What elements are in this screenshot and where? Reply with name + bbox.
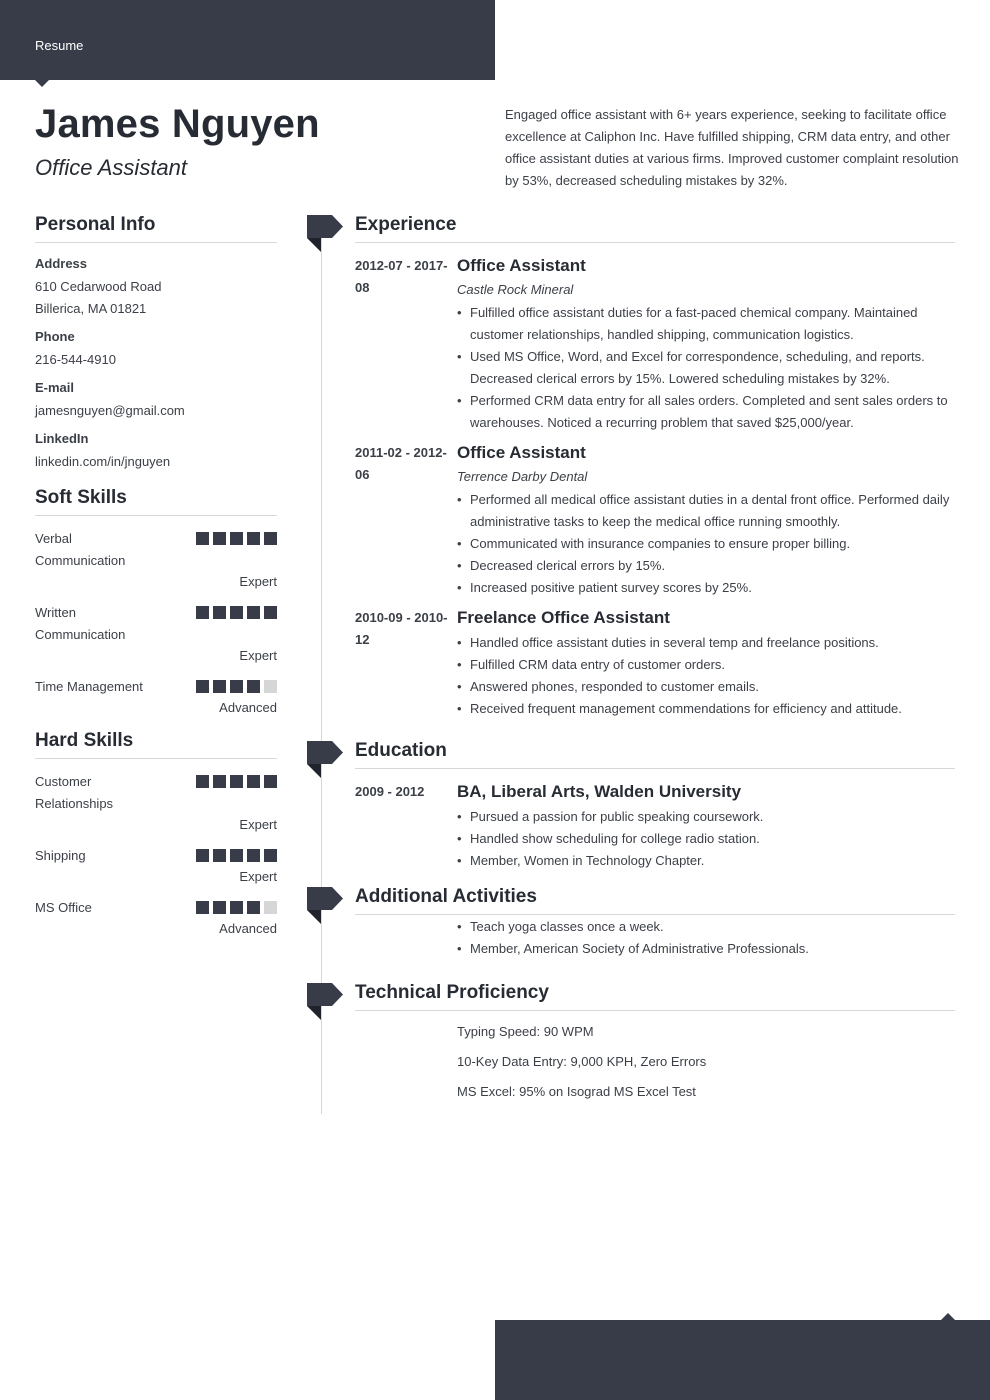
section-title: Additional Activities [355,886,955,915]
entry-company: Castle Rock Mineral [457,282,574,297]
address-line-1: 610 Cedarwood Road [35,279,162,294]
bullet-item: • Fulfilled CRM data entry of customer orders. [457,654,955,676]
skill-rating-bar [196,849,277,862]
activities-section [355,886,955,960]
skill-name: Shipping [35,848,86,863]
skill-level: Advanced [219,700,277,715]
skill-name: Time Management [35,679,143,694]
section-title: Personal Info [35,214,277,243]
bullet-item: • Received frequent management commendations for efficiency and attitude. [457,698,955,720]
experience-entry [355,442,955,599]
entry-degree: BA, Liberal Arts, Walden University [457,782,742,801]
skill-name: Verbal Communication [35,531,126,568]
phone-value: 216-544-4910 [35,352,116,367]
experience-entry [355,607,955,720]
section-flag-icon [307,887,343,924]
footer-notch-decoration [941,1313,955,1320]
bullet-item: • Increased positive patient survey scores by 25%. [457,577,955,599]
entry-dates: 2011-02 - 2012-06 [355,445,447,482]
profile-summary: Engaged office assistant with 6+ years experience, seeking to facilitate office excellence at Caliphon Inc. Have fulfilled shipping, CRM data entry, and other office assistant duties at various firms. Improved customer complaint resolution by 53%, decreased scheduling mistakes by 32%. [505,107,959,188]
bullet-item: • Fulfilled office assistant duties for a fast-paced chemical company. Maintained customer relationships, handled shipping, communication logistics. [457,302,955,346]
entry-bullets [457,806,955,872]
skill-rating-bar [196,680,277,693]
bullet-item: • Handled show scheduling for college radio station. [457,828,955,850]
skill-item [35,771,277,833]
bullet-item: • Pursued a passion for public speaking coursework. [457,806,955,828]
document-type-label: Resume [35,38,84,53]
skill-name: Customer Relationships [35,774,114,811]
section-title: Soft Skills [35,487,277,516]
education-section [355,740,955,872]
technical-section [355,982,955,1103]
skill-item [35,528,277,590]
experience-section [355,214,955,720]
email-value: jamesnguyen@gmail.com [35,403,185,418]
experience-entry [355,255,955,434]
email-block [35,380,277,422]
bullet-item: • Performed all medical office assistant duties in a dental front office. Performed daily administrative tasks to keep the medical office running smoothly. [457,489,955,533]
footer-band [495,1320,990,1400]
bullet-item: • Member, Women in Technology Chapter. [457,850,955,872]
skill-level: Expert [239,574,277,589]
hard-skills-section [35,730,277,937]
entry-bullets [457,632,955,720]
skill-item [35,676,277,716]
section-title: Experience [355,214,955,243]
bullet-item: • Answered phones, responded to customer emails. [457,676,955,698]
skill-rating-bar [196,532,277,545]
entry-role: Office Assistant [457,256,586,275]
activities-bullets [457,916,955,960]
bullet-item: • Used MS Office, Word, and Excel for correspondence, scheduling, and reports. Decreased clerical errors by 15%. Lowered scheduling mistakes by 32%. [457,346,955,390]
section-flag-icon [307,741,343,778]
bullet-item: • Member, American Society of Administrative Professionals. [457,938,955,960]
header-notch-decoration [35,80,49,87]
linkedin-value: linkedin.com/in/jnguyen [35,454,171,469]
entry-bullets [457,489,955,599]
section-title: Hard Skills [35,730,277,759]
personal-info-section [35,214,277,473]
bullet-item: • Decreased clerical errors by 15%. [457,555,955,577]
skill-level: Expert [239,648,277,663]
tech-item: MS Excel: 95% on Isograd MS Excel Test [457,1084,696,1099]
entry-bullets [457,302,955,434]
info-label: LinkedIn [35,431,89,446]
skill-name: Written Communication [35,605,126,642]
phone-block [35,329,277,371]
linkedin-block [35,431,277,473]
address-line-2: Billerica, MA 01821 [35,301,147,316]
entry-dates: 2010-09 - 2010-12 [355,610,448,647]
entry-dates: 2012-07 - 2017-08 [355,258,448,295]
skill-name: MS Office [35,900,92,915]
tech-item: 10-Key Data Entry: 9,000 KPH, Zero Errors [457,1054,707,1069]
skill-item [35,845,277,885]
skill-level: Expert [239,869,277,884]
left-column [35,214,277,937]
skill-rating-bar [196,775,277,788]
skill-item [35,897,277,937]
skill-level: Advanced [219,921,277,936]
soft-skills-section [35,487,277,716]
bullet-item: • Performed CRM data entry for all sales orders. Completed and sent sales orders to warehouses. Noticed a recurring problem that saved $25,000/year. [457,390,955,434]
entry-role: Freelance Office Assistant [457,608,670,627]
entry-role: Office Assistant [457,443,586,462]
section-flag-icon [307,983,343,1020]
header-band [0,0,495,80]
bullet-item: • Teach yoga classes once a week. [457,916,955,938]
skill-level: Expert [239,817,277,832]
section-flag-icon [307,215,343,252]
tech-item: Typing Speed: 90 WPM [457,1024,594,1039]
skill-rating-bar [196,606,277,619]
section-title: Education [355,740,955,769]
info-label: Phone [35,329,75,344]
candidate-name: James Nguyen [35,102,320,146]
entry-company: Terrence Darby Dental [457,469,588,484]
entry-dates: 2009 - 2012 [355,784,425,799]
candidate-title: Office Assistant [35,155,188,180]
education-entry [355,781,955,872]
skill-rating-bar [196,901,277,914]
skill-item [35,602,277,664]
info-label: Address [35,256,88,271]
section-title: Technical Proficiency [355,982,955,1011]
address-block [35,256,277,320]
bullet-item: • Handled office assistant duties in several temp and freelance positions. [457,632,955,654]
info-label: E-mail [35,380,75,395]
bullet-item: • Communicated with insurance companies to ensure proper billing. [457,533,955,555]
